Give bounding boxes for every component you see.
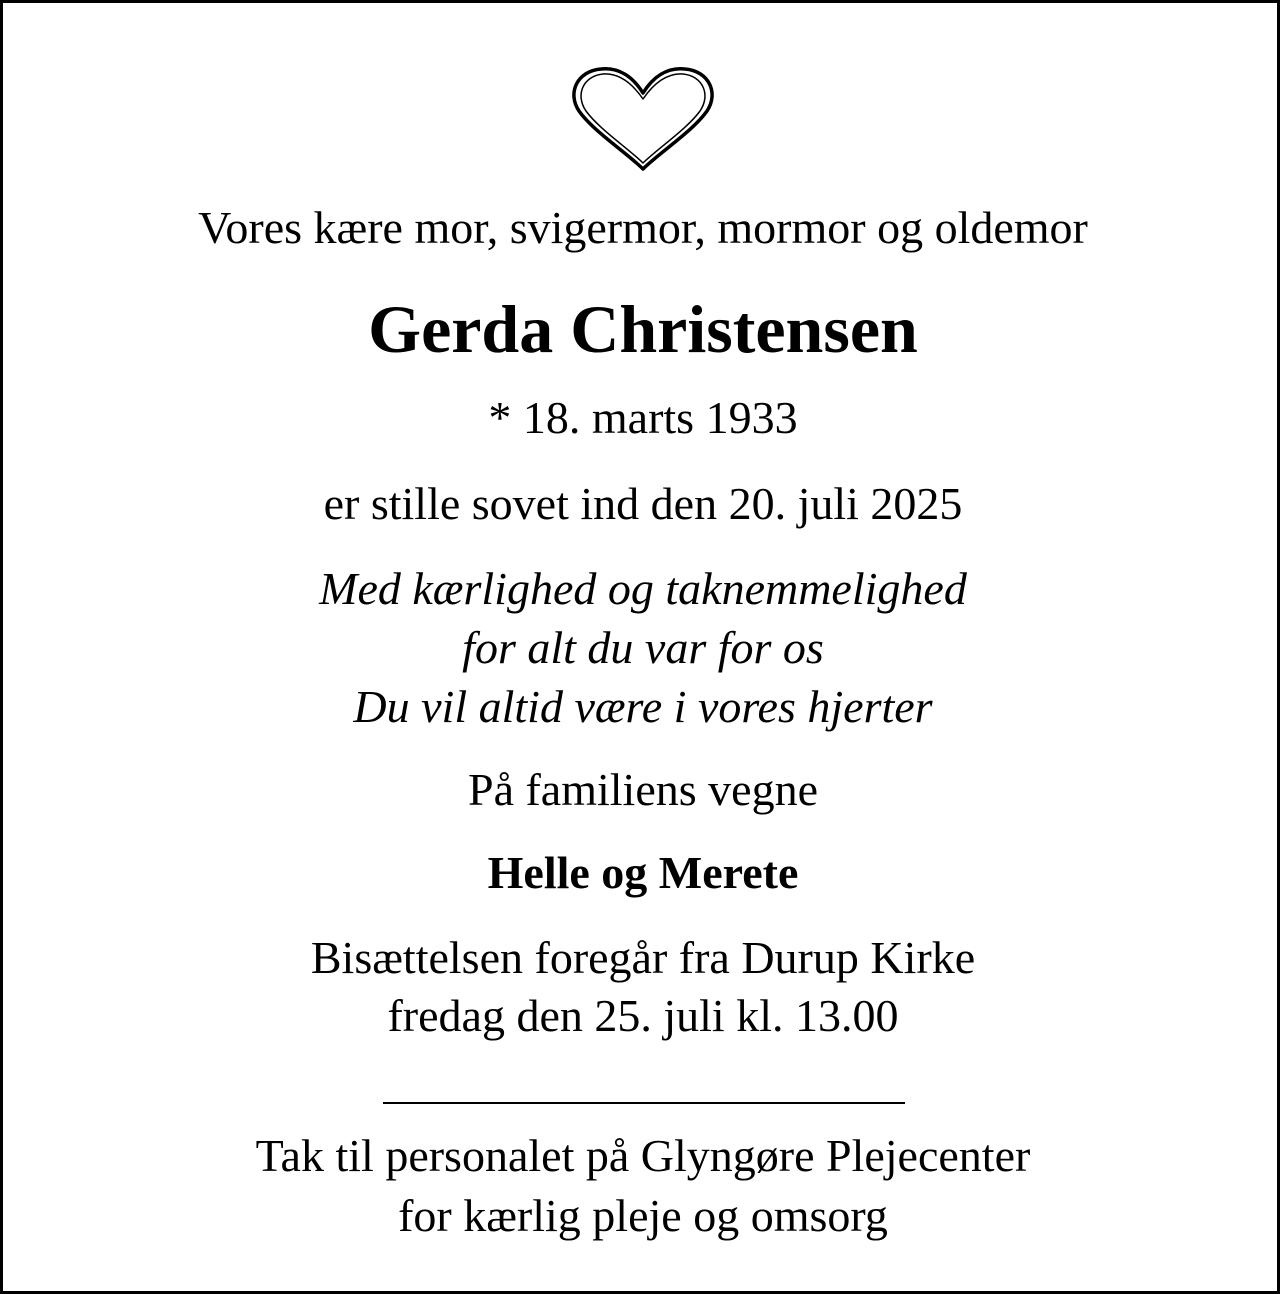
signers: Helle og Merete xyxy=(487,847,799,898)
divider xyxy=(383,1102,905,1104)
thanks-line: Tak til personalet på Glyngøre Plejecenter xyxy=(255,1130,1031,1181)
intro-text: Vores kære mor, svigermor, mormor og oldemor xyxy=(198,202,1088,253)
poem-line: Du vil altid være i vores hjerter xyxy=(353,681,933,732)
funeral-info-line: Bisættelsen foregår fra Durup Kirke xyxy=(310,932,976,983)
birth-date: * 18. marts 1933 xyxy=(488,392,798,443)
poem-line: for alt du var for os xyxy=(462,622,824,673)
thanks-line: for kærlig pleje og omsorg xyxy=(398,1190,888,1241)
poem-line: Med kærlighed og taknemmelighed xyxy=(319,563,967,614)
on-behalf-text: På familiens vegne xyxy=(467,764,818,815)
funeral-info-line: fredag den 25. juli kl. 13.00 xyxy=(387,990,899,1041)
heart-icon xyxy=(569,65,717,173)
deceased-name: Gerda Christensen xyxy=(368,291,918,367)
death-notice: er stille sovet ind den 20. juli 2025 xyxy=(323,478,963,529)
